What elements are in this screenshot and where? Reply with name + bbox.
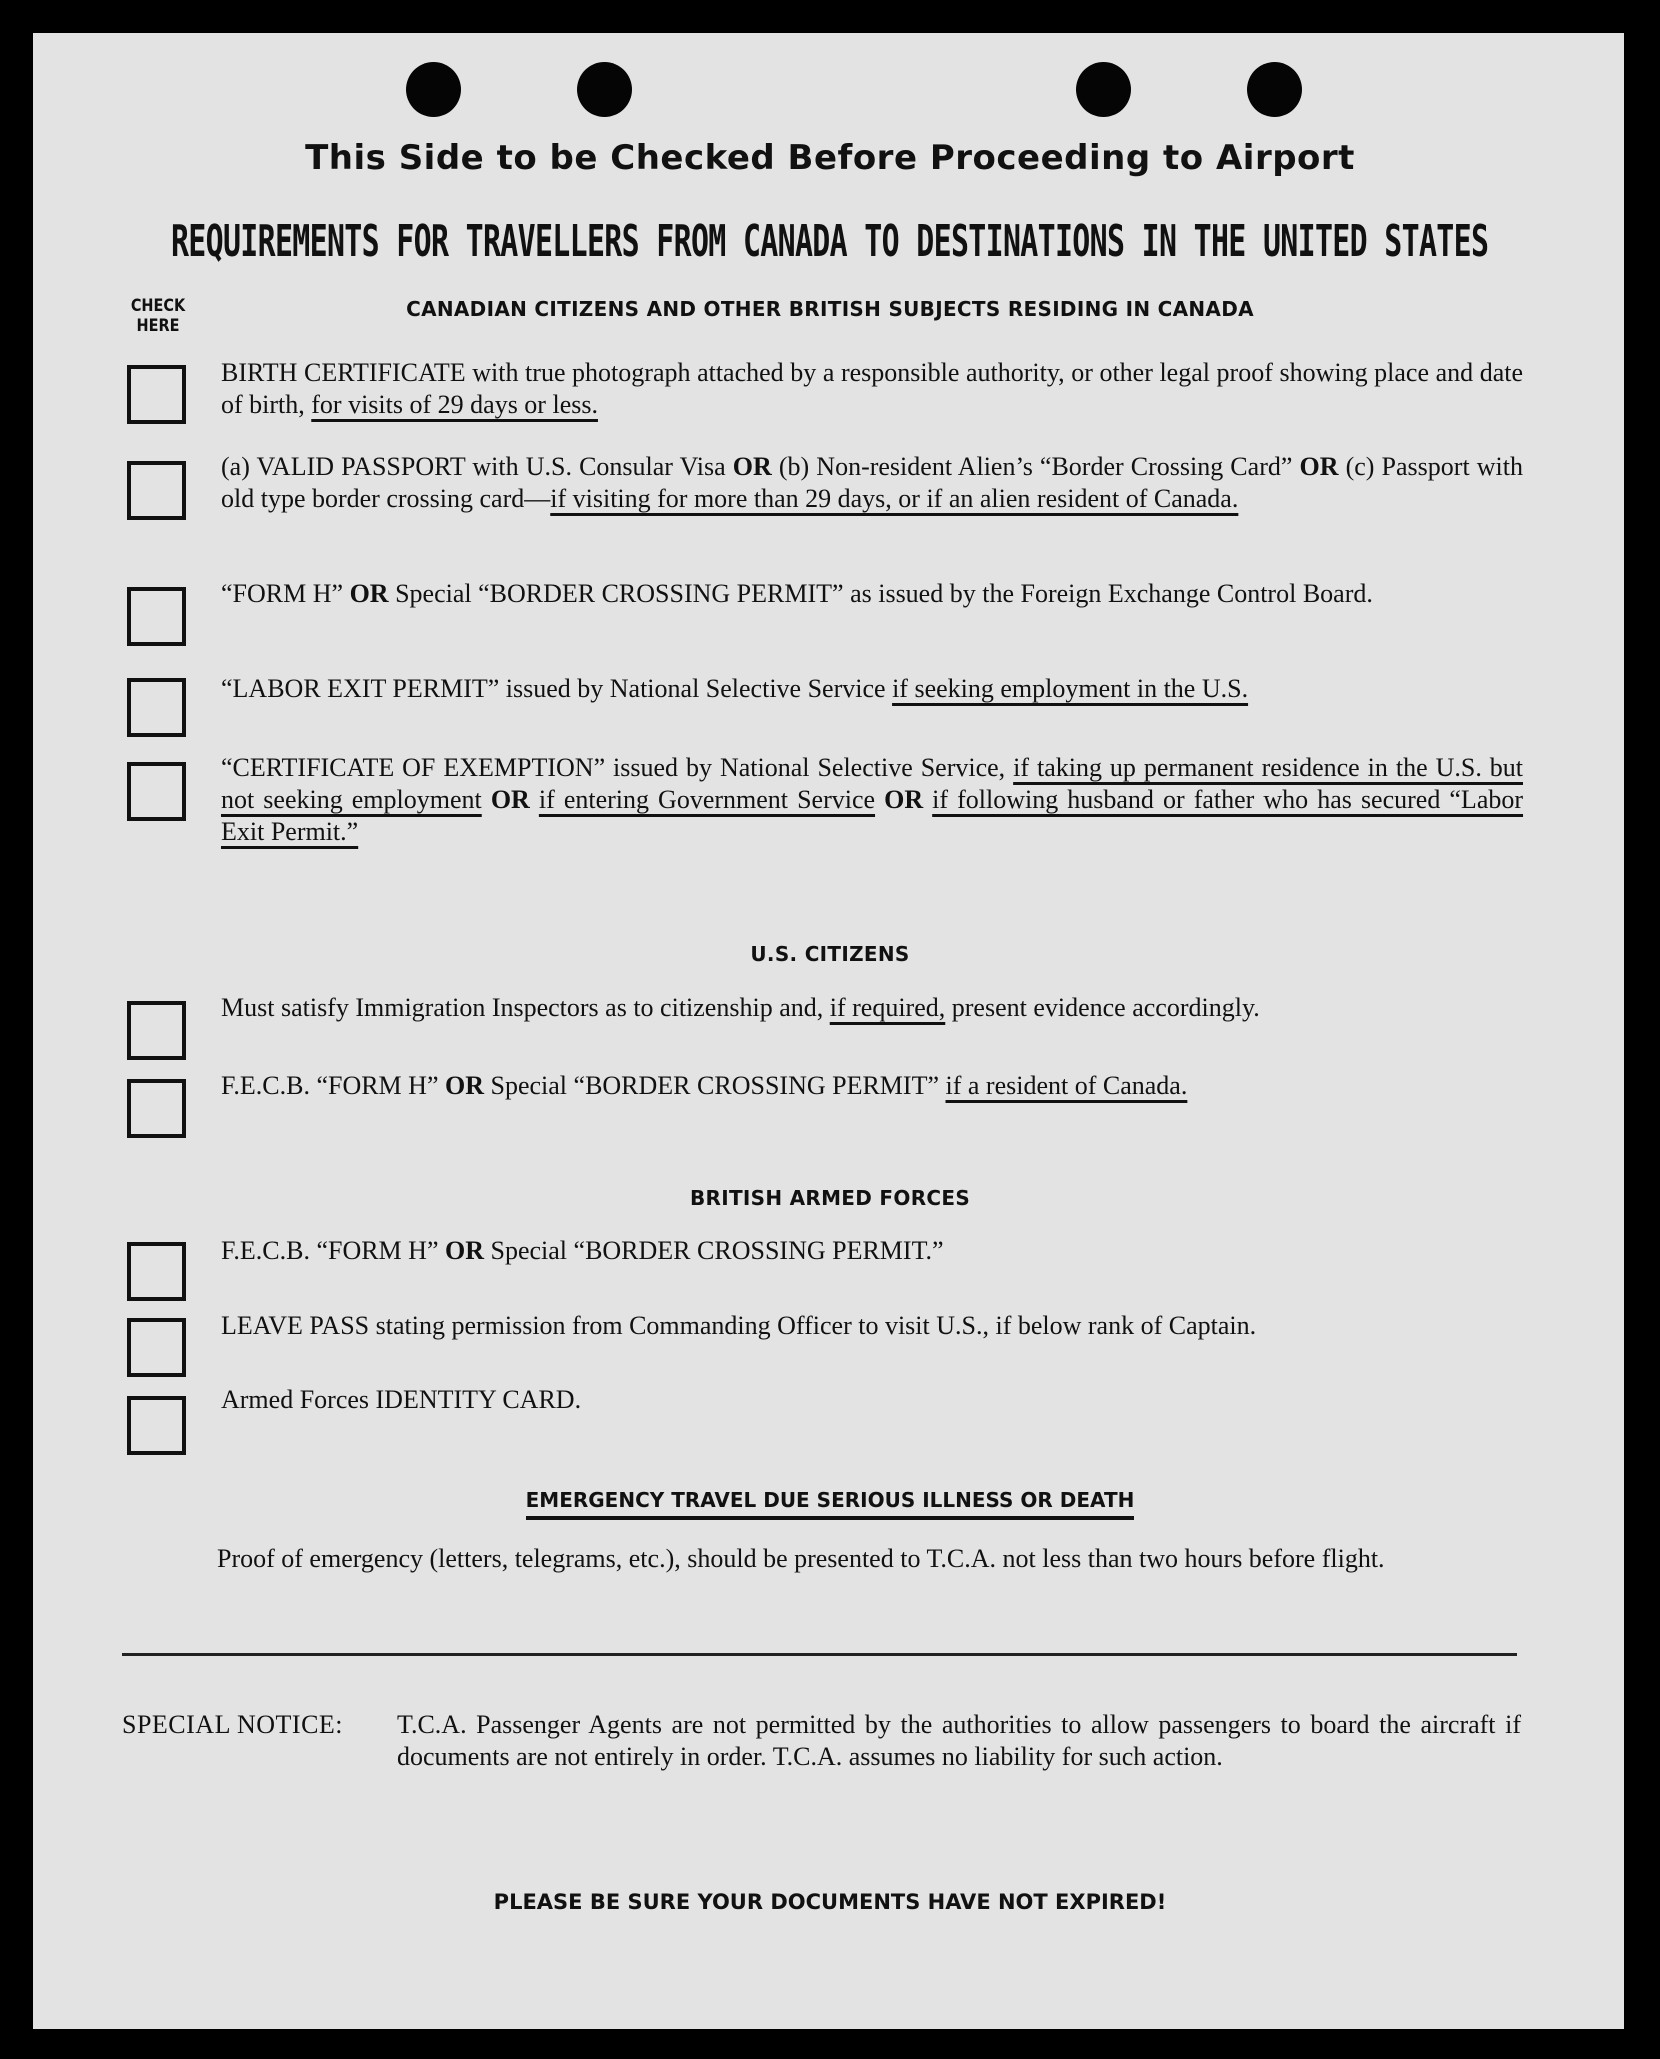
- requirement-item: [221, 578, 1523, 610]
- punch-hole: [1076, 62, 1131, 117]
- requirement-text: “CERTIFICATE OF EXEMPTION” issued by National Selective Service,: [221, 753, 1014, 782]
- punch-hole: [577, 62, 632, 117]
- underlined-condition: if following husband or father who has secured “Labor Exit Permit.”: [221, 785, 1524, 846]
- check-here-label: CHECK HERE: [130, 296, 186, 336]
- underlined-condition: if taking up permanent residence in the U.S. but not seeking employment: [221, 753, 1523, 814]
- checkbox-certificate-of-exemption[interactable]: [127, 762, 186, 821]
- requirement-item: [221, 992, 1523, 1024]
- requirement-text: (c) Passport with old type border crossing card—: [221, 452, 1523, 513]
- requirement-text: Armed Forces IDENTITY CARD.: [221, 1385, 582, 1414]
- section-heading-canadian-citizens: CANADIAN CITIZENS AND OTHER BRITISH SUBJECTS RESIDING IN CANADA: [406, 297, 1254, 321]
- requirement-text: F.E.C.B. “FORM H”: [221, 1236, 445, 1265]
- underlined-condition: for visits of 29 days or less.: [311, 390, 598, 419]
- requirement-item: [221, 451, 1523, 515]
- requirement-text: Special “BORDER CROSSING PERMIT.”: [484, 1236, 944, 1265]
- checkbox-birth-certificate[interactable]: [127, 365, 186, 424]
- emphasis-or: OR: [884, 785, 924, 814]
- page-subtitle: This Side to be Checked Before Proceeding to Airport: [305, 138, 1355, 178]
- emphasis-or: OR: [490, 785, 530, 814]
- special-notice-text: T.C.A. Passenger Agents are not permitted by the authorities to allow passengers to board the aircraft if documents are not entirely in order. T.C.A. assumes no liability for such action.: [397, 1710, 1521, 1771]
- emphasis-or: OR: [732, 452, 772, 481]
- emergency-text: Proof of emergency (letters, telegrams, etc.), should be presented to T.C.A. not less than two hours before flight.: [217, 1544, 1385, 1573]
- requirement-text: Must satisfy Immigration Inspectors as to citizenship and,: [221, 993, 830, 1022]
- requirement-text: BIRTH CERTIFICATE with true photograph attached by a responsible authority, or other legal proof showing place and date of birth,: [221, 358, 1523, 419]
- page-title: REQUIREMENTS FOR TRAVELLERS FROM CANADA TO DESTINATIONS IN THE UNITED STATES: [171, 216, 1489, 267]
- section-heading-us-citizens: U.S. CITIZENS: [750, 942, 910, 966]
- requirement-text: (a) VALID PASSPORT with U.S. Consular Visa: [221, 452, 733, 481]
- requirement-item: [221, 673, 1523, 705]
- page-title-container: [0, 216, 1660, 268]
- requirement-item: [221, 752, 1523, 848]
- emphasis-or: OR: [349, 579, 389, 608]
- requirement-text: [482, 785, 491, 814]
- checkbox-valid-passport[interactable]: [127, 461, 186, 520]
- requirement-text: [923, 785, 932, 814]
- underlined-condition: if visiting for more than 29 days, or if an alien resident of Canada.: [550, 484, 1239, 513]
- underlined-condition: if entering Government Service: [538, 785, 876, 814]
- punch-hole: [406, 62, 461, 117]
- section-heading-british-armed-forces: BRITISH ARMED FORCES: [689, 1186, 971, 1210]
- checkbox-forces-form-h[interactable]: [127, 1242, 186, 1301]
- special-notice-label: SPECIAL NOTICE:: [122, 1710, 344, 1739]
- checkbox-form-h[interactable]: [127, 587, 186, 646]
- requirement-text: [875, 785, 884, 814]
- divider: [122, 1653, 1517, 1656]
- emergency-heading-text: EMERGENCY TRAVEL DUE SERIOUS ILLNESS OR DEATH: [526, 1488, 1135, 1520]
- emphasis-or: OR: [445, 1236, 484, 1265]
- emergency-heading: [0, 1488, 1660, 1512]
- requirement-item: [221, 1070, 1523, 1102]
- checkbox-identity-card[interactable]: [127, 1396, 186, 1455]
- requirement-item: [221, 357, 1523, 421]
- checkbox-us-form-h[interactable]: [127, 1079, 186, 1138]
- punch-hole: [1247, 62, 1302, 117]
- checkbox-labor-exit-permit[interactable]: [127, 678, 186, 737]
- requirement-text: (b) Non-resident Alien’s “Border Crossing Card”: [771, 452, 1300, 481]
- requirement-text: LEAVE PASS stating permission from Commanding Officer to visit U.S., if below rank of Captain.: [221, 1311, 1257, 1340]
- requirement-text: “FORM H”: [221, 579, 350, 608]
- expiry-reminder: PLEASE BE SURE YOUR DOCUMENTS HAVE NOT EXPIRED!: [493, 1890, 1167, 1914]
- requirement-text: Special “BORDER CROSSING PERMIT” as issued by the Foreign Exchange Control Board.: [388, 579, 1373, 608]
- requirement-item: [221, 1384, 1523, 1416]
- checkbox-us-citizenship[interactable]: [127, 1001, 186, 1060]
- requirement-text: “LABOR EXIT PERMIT” issued by National Selective Service: [221, 674, 893, 703]
- requirement-text: present evidence accordingly.: [945, 993, 1260, 1022]
- checkbox-leave-pass[interactable]: [127, 1318, 186, 1377]
- requirement-text: F.E.C.B. “FORM H”: [221, 1071, 445, 1100]
- underlined-condition: if a resident of Canada.: [945, 1071, 1188, 1100]
- requirement-item: [221, 1310, 1523, 1342]
- underlined-condition: if seeking employment in the U.S.: [892, 674, 1249, 703]
- requirement-item: [221, 1235, 1523, 1267]
- requirement-text: Special “BORDER CROSSING PERMIT”: [484, 1071, 946, 1100]
- emphasis-or: OR: [445, 1071, 484, 1100]
- emphasis-or: OR: [1299, 452, 1339, 481]
- underlined-condition: if required,: [829, 993, 946, 1022]
- requirement-text: [530, 785, 539, 814]
